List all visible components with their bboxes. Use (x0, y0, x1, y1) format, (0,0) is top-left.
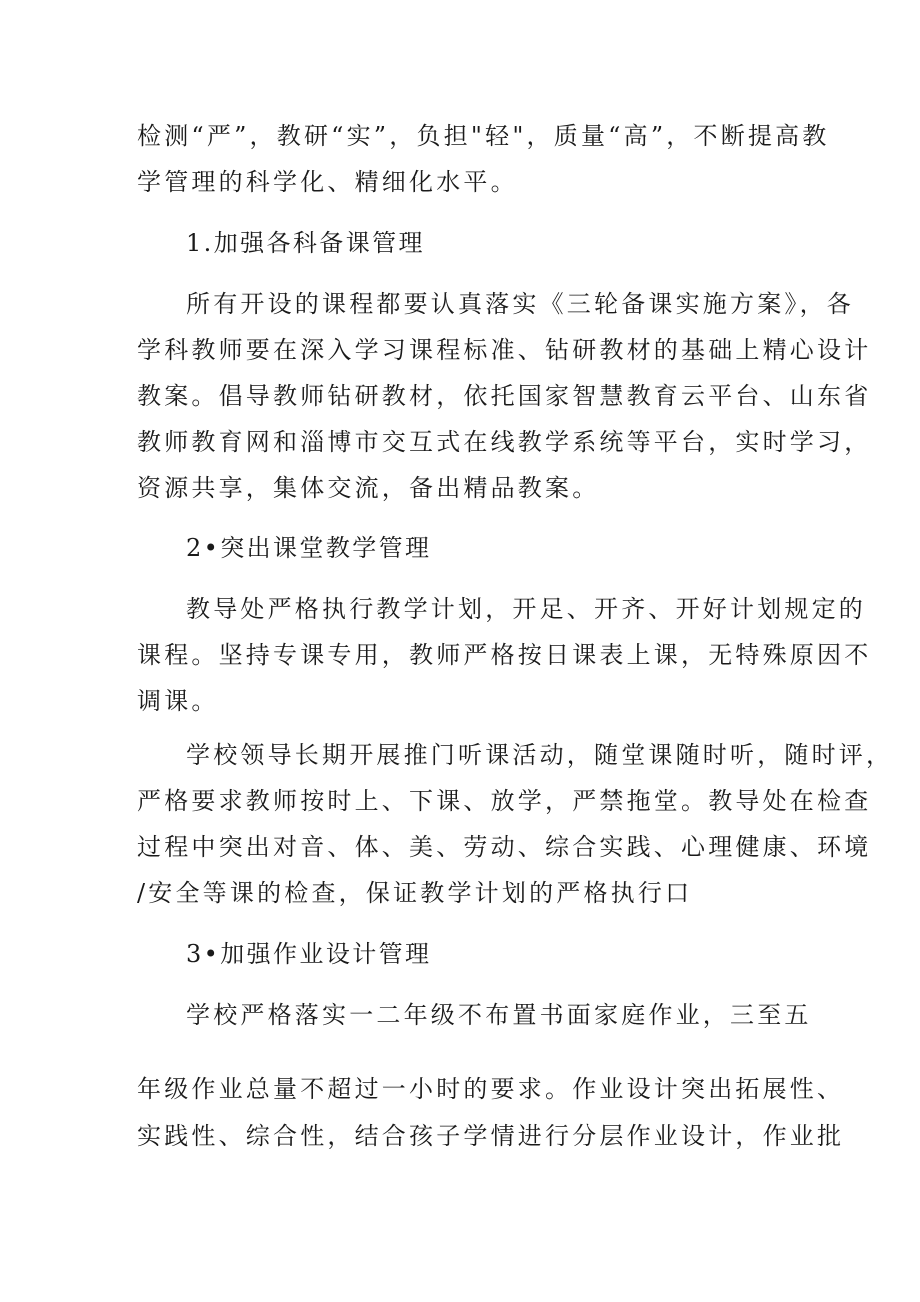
text-line: 教案。倡导教师钻研教材，依托国家智慧教育云平台、山东省 (137, 382, 872, 410)
text-line: 所有开设的课程都要认真落实《三轮备课实施方案》，各 (186, 290, 854, 318)
text-line: 实践性、综合性，结合孩子学情进行分层作业设计，作业批 (137, 1122, 845, 1150)
section-heading-2: 2•突出课堂教学管理 (186, 534, 432, 562)
text-line: 调课。 (137, 687, 219, 715)
text-line: 检测“严”，教研“实”，负担"轻"，质量“高”，不断提高教 (137, 122, 830, 150)
text-line: 教师教育网和淄博市交互式在线教学系统等平台，实时学习， (137, 428, 872, 456)
text-line: 教导处严格执行教学计划，开足、开齐、开好计划规定的 (186, 595, 866, 623)
text-line: 学校领导长期开展推门听课活动，随堂课随时听，随时评， (186, 741, 894, 769)
text-line: 过程中突出对音、体、美、劳动、综合实践、心理健康、环境 (137, 833, 872, 861)
section-heading-1: 1.加强各科备课管理 (186, 229, 425, 257)
text-line: 学管理的科学化、精细化水平。 (137, 168, 518, 196)
text-line: 年级作业总量不超过一小时的要求。作业设计突出拓展性、 (137, 1075, 845, 1103)
text-line: /安全等课的检查，保证教学计划的严格执行口 (137, 879, 693, 907)
text-line: 学科教师要在深入学习课程标准、钻研教材的基础上精心设计 (137, 336, 872, 364)
section-heading-3: 3•加强作业设计管理 (186, 940, 432, 968)
text-line: 课程。坚持专课专用，教师严格按日课表上课，无特殊原因不 (137, 641, 872, 669)
text-line: 严格要求教师按时上、下课、放学，严禁拖堂。教导处在检查 (137, 787, 872, 815)
text-line: 资源共享，集体交流，备出精品教案。 (137, 474, 600, 502)
text-line: 学校严格落实一二年级不布置书面家庭作业，三至五 (186, 1001, 812, 1029)
